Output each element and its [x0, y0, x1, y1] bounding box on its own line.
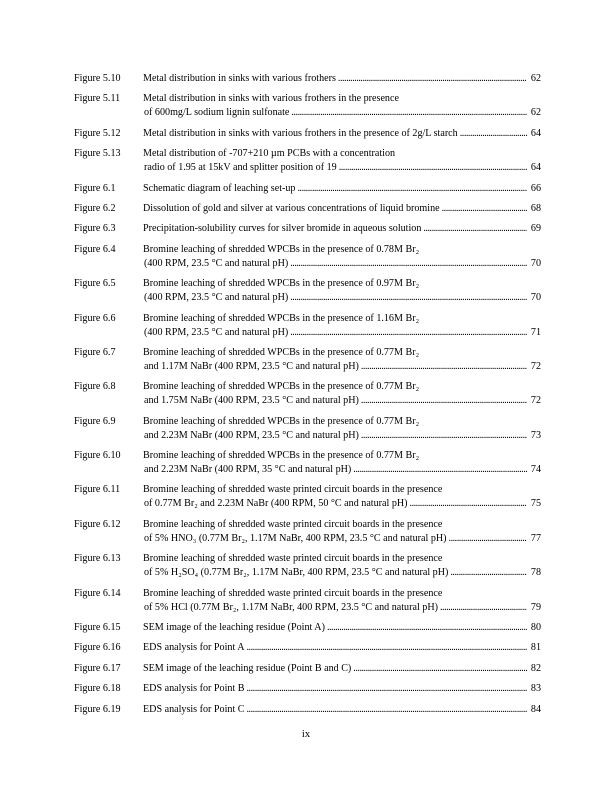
figure-title-line — [144, 394, 541, 408]
figure-title: Schematic diagram of leaching set-up — [143, 182, 296, 194]
page-ref: 70 — [530, 292, 541, 304]
figure-entry[interactable] — [74, 346, 541, 374]
page-ref: 66 — [530, 182, 541, 194]
figure-title-line — [143, 182, 541, 196]
figure-title-line — [143, 552, 541, 566]
figure-entry[interactable] — [74, 682, 541, 696]
figure-title: Bromine leaching of shredded WPCBs in the presence of 0.77M Br₂ — [143, 346, 420, 358]
dot-leader — [247, 703, 528, 717]
figure-title: (400 RPM, 23.5 °C and natural pH) — [144, 257, 289, 269]
figure-title-line — [144, 161, 541, 175]
figure-title-line — [144, 326, 541, 340]
figure-entry[interactable] — [74, 552, 541, 580]
dot-leader — [353, 463, 527, 477]
figure-title-line — [143, 682, 541, 696]
figure-entry[interactable] — [74, 587, 541, 615]
page-ref: 68 — [530, 202, 541, 214]
figure-title-line — [144, 566, 541, 580]
figure-label: Figure 6.2 — [74, 202, 116, 214]
figure-entry[interactable] — [74, 703, 541, 717]
figure-title-line — [144, 463, 541, 477]
figure-title: of 600mg/L sodium lignin sulfonate — [144, 107, 290, 119]
figure-title-line — [143, 202, 541, 216]
figure-title: of 5% H₂SO₄ (0.77M Br₂, 1.17M NaBr, 400 RPM, 23.5 °C and natural pH) — [144, 567, 449, 579]
figure-title-line — [144, 360, 541, 374]
figure-title-line — [144, 291, 541, 305]
figure-entry[interactable] — [74, 483, 541, 511]
page-ref: 77 — [530, 532, 541, 544]
figure-title-line — [143, 312, 541, 326]
dot-leader — [247, 641, 528, 655]
figure-title: Bromine leaching of shredded waste printed circuit boards in the presence — [143, 484, 443, 496]
figure-label: Figure 6.19 — [74, 703, 121, 715]
figure-label: Figure 6.17 — [74, 662, 121, 674]
page-ref: 82 — [530, 662, 541, 674]
page-ref: 70 — [530, 257, 541, 269]
figure-title: EDS analysis for Point C — [143, 703, 245, 715]
figure-title-line — [143, 243, 541, 257]
figure-label: Figure 6.18 — [74, 683, 121, 695]
figure-title: and 1.17M NaBr (400 RPM, 23.5 °C and natural pH) — [144, 360, 359, 372]
figure-label: Figure 6.9 — [74, 415, 116, 427]
figure-title-line — [143, 703, 541, 717]
figure-title: Metal distribution in sinks with various frothers in the presence — [143, 93, 399, 105]
figure-entry[interactable] — [74, 92, 541, 120]
figure-title: (400 RPM, 23.5 °C and natural pH) — [144, 292, 289, 304]
page-ref: 64 — [530, 127, 541, 139]
dot-leader — [297, 182, 527, 196]
figure-title: Bromine leaching of shredded waste printed circuit boards in the presence — [143, 518, 443, 530]
figure-title: Bromine leaching of shredded WPCBs in the presence of 0.77M Br₂ — [143, 381, 420, 393]
figure-title: Precipitation-solubility curves for silver bromide in aqueous solution — [143, 223, 422, 235]
list-of-figures — [74, 72, 541, 723]
dot-leader — [290, 326, 527, 340]
figure-title: (400 RPM, 23.5 °C and natural pH) — [144, 326, 289, 338]
figure-title: Bromine leaching of shredded WPCBs in the presence of 0.78M Br₂ — [143, 243, 420, 255]
figure-title-line — [143, 483, 541, 497]
page-ref: 80 — [530, 622, 541, 634]
figure-title-line — [143, 621, 541, 635]
page-ref: 83 — [530, 683, 541, 695]
figure-entry[interactable] — [74, 222, 541, 236]
dot-leader — [290, 257, 527, 271]
figure-entry[interactable] — [74, 641, 541, 655]
figure-title: and 2.23M NaBr (400 RPM, 35 °C and natural pH) — [144, 464, 352, 476]
page-ref: 79 — [530, 601, 541, 613]
dot-leader — [361, 394, 527, 408]
page-ref: 62 — [530, 107, 541, 119]
figure-label: Figure 5.12 — [74, 127, 121, 139]
figure-title-line — [143, 587, 541, 601]
figure-label: Figure 6.6 — [74, 312, 116, 324]
figure-title-line — [144, 601, 541, 615]
dot-leader — [450, 566, 527, 580]
figure-entry[interactable] — [74, 182, 541, 196]
figure-label: Figure 5.10 — [74, 73, 121, 84]
dot-leader — [440, 601, 527, 615]
figure-label: Figure 5.13 — [74, 148, 121, 160]
figure-label: Figure 5.11 — [74, 93, 121, 105]
figure-title-line — [144, 106, 541, 120]
figure-entry[interactable] — [74, 72, 541, 86]
figure-title: of 5% HNO₃ (0.77M Br₂, 1.17M NaBr, 400 RPM, 23.5 °C and natural pH) — [144, 532, 447, 544]
page-ref: 71 — [530, 326, 541, 338]
figure-title-line — [143, 641, 541, 655]
figure-entry[interactable] — [74, 380, 541, 408]
figure-title-line — [144, 257, 541, 271]
figure-title-line — [143, 662, 541, 676]
figure-title-line — [143, 72, 541, 86]
figure-title: of 0.77M Br₂ and 2.23M NaBr (400 RPM, 50 °C and natural pH) — [144, 498, 408, 510]
page-ref: 74 — [530, 464, 541, 476]
figure-title-line — [144, 429, 541, 443]
figure-title: SEM image of the leaching residue (Point A) — [143, 622, 325, 634]
figure-title: Metal distribution in sinks with various frothers in the presence of 2g/L starch — [143, 127, 458, 139]
figure-title: and 1.75M NaBr (400 RPM, 23.5 °C and natural pH) — [144, 395, 359, 407]
figure-entry[interactable] — [74, 243, 541, 271]
figure-entry[interactable] — [74, 312, 541, 340]
dot-leader — [338, 72, 527, 86]
figure-title-line — [143, 222, 541, 236]
page-ref: 64 — [530, 162, 541, 174]
dot-leader — [423, 222, 527, 236]
figure-title: SEM image of the leaching residue (Point B and C) — [143, 662, 352, 674]
figure-label: Figure 6.10 — [74, 450, 121, 462]
figure-entry[interactable] — [74, 415, 541, 443]
figure-entry[interactable] — [74, 202, 541, 216]
dot-leader — [290, 291, 527, 305]
figure-title: Bromine leaching of shredded WPCBs in the presence of 0.97M Br₂ — [143, 278, 420, 290]
dot-leader — [410, 497, 527, 511]
figure-title: Bromine leaching of shredded WPCBs in the presence of 1.16M Br₂ — [143, 312, 420, 324]
dot-leader — [361, 360, 527, 374]
figure-label: Figure 6.16 — [74, 642, 121, 654]
figure-title: radio of 1.95 at 15kV and splitter position of 19 — [144, 162, 337, 174]
figure-title-line — [143, 449, 541, 463]
dot-leader — [460, 127, 527, 141]
figure-title: and 2.23M NaBr (400 RPM, 23.5 °C and natural pH) — [144, 429, 359, 441]
figure-label: Figure 6.8 — [74, 381, 116, 393]
figure-label: Figure 6.11 — [74, 484, 121, 496]
dot-leader — [247, 682, 528, 696]
figure-title: Bromine leaching of shredded waste printed circuit boards in the presence — [143, 553, 443, 565]
dot-leader — [442, 202, 527, 216]
figure-title: EDS analysis for Point A — [143, 642, 245, 654]
figure-title-line — [143, 415, 541, 429]
figure-label: Figure 6.4 — [74, 243, 116, 255]
figure-title: EDS analysis for Point B — [143, 683, 245, 695]
figure-entry[interactable] — [74, 277, 541, 305]
figure-entry[interactable] — [74, 662, 541, 676]
figure-title: Dissolution of gold and silver at various concentrations of liquid bromine — [143, 202, 440, 214]
figure-label: Figure 6.13 — [74, 553, 121, 565]
figure-title-line — [143, 92, 541, 106]
figure-entry[interactable] — [74, 147, 541, 175]
page-number: ix — [301, 729, 311, 740]
figure-title-line — [143, 277, 541, 291]
dot-leader — [353, 662, 527, 676]
figure-label: Figure 6.5 — [74, 278, 116, 290]
figure-label: Figure 6.12 — [74, 518, 121, 530]
page-ref: 72 — [530, 395, 541, 407]
page-ref: 73 — [530, 429, 541, 441]
page-ref: 75 — [530, 498, 541, 510]
figure-label: Figure 6.7 — [74, 346, 116, 358]
figure-title: Bromine leaching of shredded WPCBs in the presence of 0.77M Br₂ — [143, 450, 420, 462]
figure-title: Metal distribution in sinks with various frothers — [143, 73, 336, 84]
figure-title-line — [144, 532, 541, 546]
figure-entry[interactable] — [74, 449, 541, 477]
dot-leader — [291, 106, 527, 120]
figure-title-line — [143, 380, 541, 394]
figure-title: Bromine leaching of shredded WPCBs in the presence of 0.77M Br₂ — [143, 415, 420, 427]
figure-title-line — [143, 346, 541, 360]
dot-leader — [449, 532, 527, 546]
figure-entry[interactable] — [74, 621, 541, 635]
dot-leader — [327, 621, 527, 635]
figure-label: Figure 6.3 — [74, 223, 116, 235]
page-ref: 69 — [530, 223, 541, 235]
page-ref: 78 — [530, 567, 541, 579]
figure-entry[interactable] — [74, 127, 541, 141]
figure-label: Figure 6.15 — [74, 622, 121, 634]
figure-entry[interactable] — [74, 518, 541, 546]
page-ref: 62 — [530, 73, 541, 84]
page-ref: 84 — [530, 703, 541, 715]
figure-title-line — [143, 127, 541, 141]
page-ref: 81 — [530, 642, 541, 654]
page-ref: 72 — [530, 360, 541, 372]
figure-label: Figure 6.1 — [74, 182, 116, 194]
figure-title-line — [144, 497, 541, 511]
figure-title: Bromine leaching of shredded waste printed circuit boards in the presence — [143, 587, 443, 599]
figure-title: Metal distribution of -707+210 µm PCBs with a concentration — [143, 148, 396, 160]
figure-title-line — [143, 147, 541, 161]
dot-leader — [339, 161, 527, 175]
figure-label: Figure 6.14 — [74, 587, 121, 599]
dot-leader — [361, 429, 527, 443]
figure-title-line — [143, 518, 541, 532]
figure-title: of 5% HCl (0.77M Br₂, 1.17M NaBr, 400 RPM, 23.5 °C and natural pH) — [144, 601, 438, 613]
